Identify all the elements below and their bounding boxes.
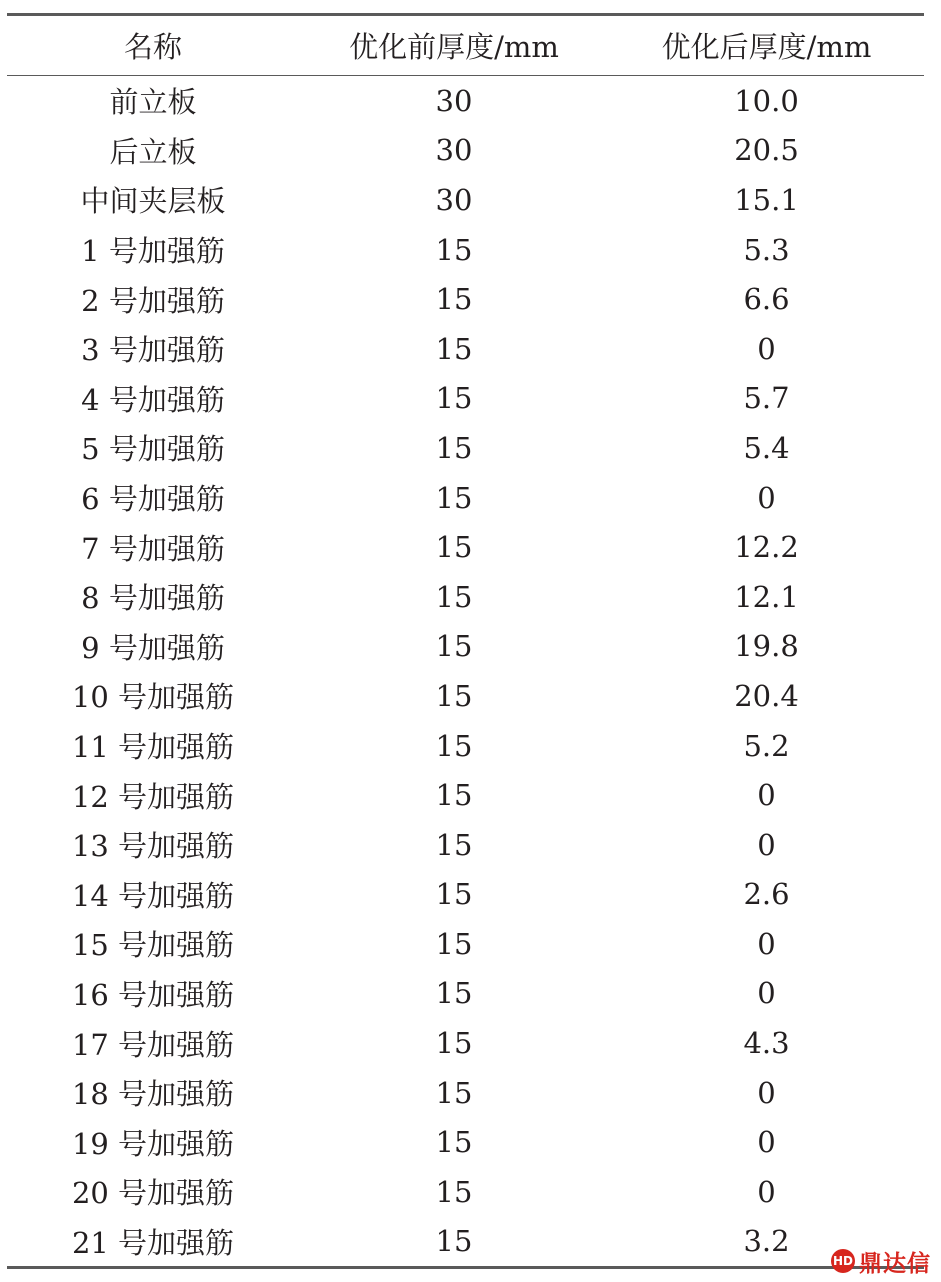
table-row: [7, 225, 924, 275]
cell-name: 3 号加强筋: [81, 333, 225, 368]
table-row: [7, 374, 924, 424]
table-row: [7, 572, 924, 622]
table-body: [7, 76, 924, 1268]
cell-thickness-before: 15: [435, 232, 473, 267]
table-row: [7, 1018, 924, 1068]
cell-name: 20 号加强筋: [71, 1176, 235, 1211]
cell-thickness-before: 15: [435, 1026, 473, 1061]
cell-thickness-before: 15: [435, 530, 473, 565]
cell-thickness-after: 0: [757, 480, 776, 515]
table-row: [7, 969, 924, 1019]
cell-name: 13 号加强筋: [71, 829, 235, 864]
cell-name: 中间夹层板: [80, 184, 226, 219]
cell-thickness-after: 5.3: [743, 232, 790, 267]
cell-name: 17 号加强筋: [71, 1027, 235, 1062]
cell-thickness-after: 4.3: [743, 1026, 790, 1061]
cell-name: 8 号加强筋: [81, 581, 225, 616]
cell-thickness-after: 20.4: [734, 678, 799, 713]
cell-name: 前立板: [109, 85, 197, 120]
cell-thickness-after: 0: [757, 976, 776, 1011]
cell-thickness-before: 15: [435, 877, 473, 912]
cell-thickness-before: 15: [435, 1075, 473, 1110]
cell-thickness-before: 15: [435, 430, 473, 465]
table-row: [7, 175, 924, 225]
cell-thickness-before: 15: [435, 579, 473, 614]
cell-thickness-after: 0: [757, 1174, 776, 1209]
cell-thickness-after: 12.2: [734, 530, 799, 565]
cell-thickness-after: 5.7: [743, 381, 790, 416]
table-row: [7, 770, 924, 820]
table-row: [7, 1117, 924, 1167]
cell-thickness-after: 0: [757, 331, 776, 366]
table-row: [7, 1068, 924, 1118]
watermark-text: 鼎达信: [859, 1250, 931, 1277]
cell-thickness-after: 10.0: [734, 83, 799, 118]
cell-thickness-before: 15: [435, 480, 473, 515]
cell-thickness-after: 19.8: [734, 629, 799, 664]
table-row: [7, 721, 924, 771]
cell-thickness-after: 15.1: [734, 182, 799, 217]
thickness-table: [7, 13, 924, 1269]
cell-thickness-after: 2.6: [743, 877, 790, 912]
cell-name: 4 号加强筋: [81, 382, 225, 417]
table-row: [7, 423, 924, 473]
cell-thickness-before: 15: [435, 282, 473, 317]
watermark-logo-icon: HD: [831, 1249, 855, 1273]
cell-name: 5 号加强筋: [81, 432, 225, 467]
cell-thickness-after: 0: [757, 1075, 776, 1110]
cell-thickness-after: 6.6: [743, 282, 790, 317]
cell-name: 后立板: [109, 134, 197, 169]
cell-name: 1 号加强筋: [81, 234, 225, 269]
cell-thickness-before: 15: [435, 926, 473, 961]
cell-thickness-before: 15: [435, 629, 473, 664]
cell-thickness-before: 15: [435, 331, 473, 366]
table-row: [7, 473, 924, 523]
cell-thickness-before: 15: [435, 1125, 473, 1160]
cell-name: 10 号加强筋: [71, 680, 235, 715]
cell-thickness-before: 15: [435, 381, 473, 416]
cell-thickness-after: 12.1: [734, 579, 799, 614]
cell-name: 21 号加强筋: [71, 1225, 235, 1260]
table-row: [7, 622, 924, 672]
cell-thickness-before: 15: [435, 728, 473, 763]
table-row: [7, 919, 924, 969]
cell-name: 18 号加强筋: [71, 1077, 235, 1112]
header-thickness-before: 优化前厚度/mm: [349, 30, 559, 64]
table-row: [7, 324, 924, 374]
table-row: [7, 522, 924, 572]
cell-thickness-after: 0: [757, 778, 776, 813]
cell-thickness-before: 15: [435, 827, 473, 862]
table-row: [7, 820, 924, 870]
header-name: 名称: [123, 30, 182, 64]
table-row: [7, 1217, 924, 1268]
cell-thickness-before: 15: [435, 1224, 473, 1259]
cell-name: 16 号加强筋: [71, 977, 235, 1012]
cell-thickness-after: 5.4: [743, 430, 790, 465]
thickness-table-container: [7, 13, 924, 1269]
cell-thickness-after: 0: [757, 1125, 776, 1160]
cell-name: 2 号加强筋: [81, 283, 225, 318]
cell-name: 14 号加强筋: [71, 878, 235, 913]
cell-name: 9 号加强筋: [81, 630, 225, 665]
cell-thickness-after: 0: [757, 926, 776, 961]
cell-thickness-before: 15: [435, 778, 473, 813]
cell-thickness-before: 30: [435, 83, 473, 118]
header-thickness-after: 优化后厚度/mm: [661, 30, 872, 64]
table-header-row: [7, 15, 924, 76]
table-row: [7, 671, 924, 721]
cell-thickness-before: 15: [435, 678, 473, 713]
cell-name: 6 号加强筋: [81, 482, 225, 517]
cell-thickness-before: 15: [435, 976, 473, 1011]
cell-thickness-before: 15: [435, 1174, 473, 1209]
table-row: [7, 274, 924, 324]
table-row: [7, 1167, 924, 1217]
cell-thickness-before: 30: [435, 133, 473, 168]
cell-thickness-after: 0: [757, 827, 776, 862]
cell-name: 11 号加强筋: [71, 730, 235, 765]
cell-name: 19 号加强筋: [71, 1126, 235, 1161]
cell-name: 7 号加强筋: [81, 531, 225, 566]
table-row: [7, 126, 924, 176]
cell-thickness-after: 3.2: [743, 1224, 790, 1259]
cell-thickness-after: 20.5: [734, 133, 799, 168]
cell-name: 12 号加强筋: [71, 779, 235, 814]
watermark: [831, 1244, 931, 1278]
cell-thickness-before: 30: [435, 182, 473, 217]
table-row: [7, 76, 924, 126]
table-row: [7, 870, 924, 920]
cell-thickness-after: 5.2: [743, 728, 790, 763]
cell-name: 15 号加强筋: [71, 928, 235, 963]
